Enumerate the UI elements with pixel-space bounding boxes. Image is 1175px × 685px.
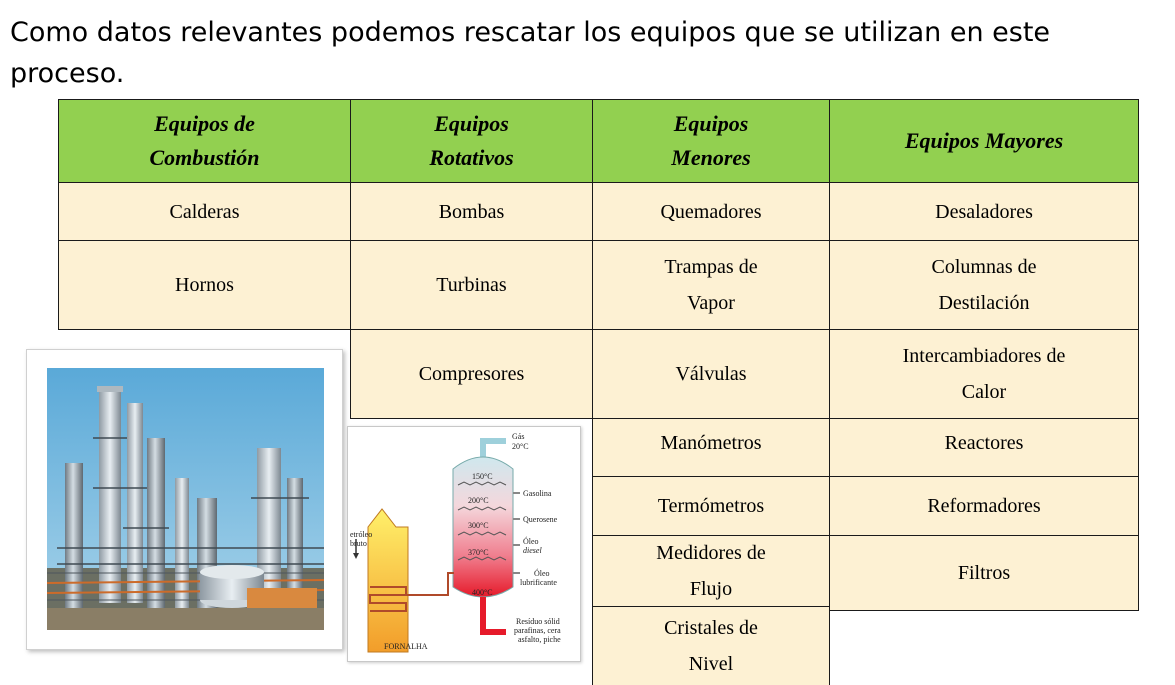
header-menores-line2: Menores — [671, 145, 751, 170]
header-combustion — [58, 99, 351, 183]
cell-text: Turbinas — [436, 274, 507, 296]
cell-rotativos-0 — [350, 182, 593, 241]
cell-rotativos-1 — [350, 240, 593, 330]
cell-text-line1: Columnas de — [931, 256, 1037, 278]
header-rotativos-line1: Equipos — [434, 111, 509, 136]
cell-mayores-4 — [829, 476, 1139, 536]
cell-text-line2: Nivel — [688, 653, 734, 675]
diagram-oleo-diesel-1: Óleo — [523, 537, 539, 546]
diagram-temp-200: 200°C — [468, 496, 489, 505]
diagram-gasolina: Gasolina — [523, 489, 552, 498]
diagram-residuo-3: asfalto, piche — [518, 635, 561, 644]
intro-paragraph: Como datos relevantes podemos rescatar los equipos que se utilizan en este proceso. — [10, 17, 1051, 89]
refinery-photo-frame — [26, 349, 343, 650]
cell-menores-1 — [592, 240, 830, 330]
cell-menores-0 — [592, 182, 830, 241]
diagram-temp-150: 150°C — [472, 472, 493, 481]
cell-text-line2: Vapor — [687, 292, 735, 314]
cell-mayores-3 — [829, 418, 1139, 477]
diagram-petroleo-1: etróleo — [350, 530, 373, 539]
cell-text: Compresores — [418, 363, 525, 385]
diagram-oleo-lub-1: Óleo — [534, 569, 550, 578]
diagram-temp-300: 300°C — [468, 521, 489, 530]
diagram-oleo-lub-2: lubrificante — [520, 578, 557, 587]
cell-combustion-1 — [58, 240, 351, 330]
cell-text-line1: Intercambiadores de — [902, 345, 1066, 367]
refinery-photo — [47, 368, 324, 630]
header-menores-line1: Equipos — [673, 111, 749, 136]
diagram-querosene: Querosene — [523, 515, 558, 524]
cell-text: Reactores — [944, 432, 1024, 454]
cell-text: Reformadores — [927, 495, 1041, 517]
cell-text-line1: Trampas de — [664, 256, 758, 278]
cell-text-line2: Calor — [961, 381, 1007, 403]
diagram-temp-370: 370°C — [468, 548, 489, 557]
diagram-temp-400: 400°C — [472, 588, 493, 597]
cell-text: Filtros — [957, 562, 1011, 584]
cell-mayores-2 — [829, 329, 1139, 419]
cell-text-line1: Cristales de — [664, 617, 758, 639]
cell-menores-5 — [592, 535, 830, 607]
header-combustion-line2: Combustión — [149, 145, 260, 170]
distillation-diagram — [348, 427, 580, 661]
cell-menores-6 — [592, 606, 830, 685]
cell-text-line2: Flujo — [689, 578, 733, 600]
cell-text-line1: Medidores de — [656, 542, 766, 564]
cell-text: Manómetros — [660, 432, 762, 454]
cell-text: Válvulas — [675, 363, 747, 385]
diagram-residuo-1: Resíduo sólid — [516, 617, 560, 626]
diagram-fornalha: FORNALHA — [384, 642, 428, 651]
cell-text: Quemadores — [660, 200, 762, 223]
diagram-oleo-diesel-2: diesel — [523, 546, 542, 555]
diagram-residuo-2: parafinas, cera — [514, 626, 561, 635]
header-mayores — [829, 99, 1139, 183]
cell-text-line2: Destilación — [938, 292, 1030, 314]
header-menores — [592, 99, 830, 183]
cell-menores-2 — [592, 329, 830, 419]
header-combustion-line1: Equipos de — [154, 111, 255, 136]
cell-text: Termómetros — [657, 495, 765, 517]
cell-combustion-0 — [58, 182, 351, 241]
cell-text: Calderas — [169, 200, 240, 223]
cell-text: Desaladores — [935, 200, 1033, 223]
diagram-petroleo-2: bruto — [350, 539, 367, 548]
header-mayores-label: Equipos Mayores — [904, 128, 1064, 153]
cell-mayores-5 — [829, 535, 1139, 611]
cell-rotativos-2 — [350, 329, 593, 419]
cell-mayores-1 — [829, 240, 1139, 330]
cell-menores-3 — [592, 418, 830, 477]
cell-menores-4 — [592, 476, 830, 536]
header-rotativos — [350, 99, 593, 183]
cell-mayores-0 — [829, 182, 1139, 241]
distillation-diagram-frame — [347, 426, 581, 662]
cell-text: Hornos — [175, 274, 234, 296]
cell-text: Bombas — [438, 200, 505, 223]
diagram-gas-label: Gás — [512, 432, 525, 441]
diagram-gas-temp: 20°C — [512, 442, 529, 451]
header-rotativos-line2: Rotativos — [429, 145, 514, 170]
